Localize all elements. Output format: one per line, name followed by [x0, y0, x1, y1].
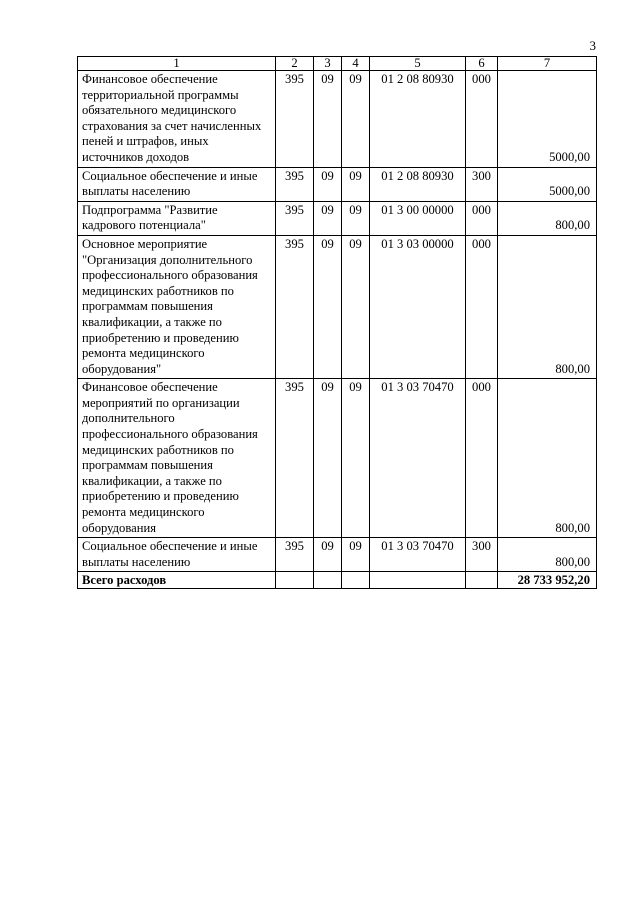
amount: 800,00 [498, 201, 597, 235]
admin-code: 395 [276, 71, 314, 168]
section-code: 09 [314, 538, 342, 572]
empty-cell [370, 572, 466, 589]
header-cell: 2 [276, 57, 314, 71]
target-code: 01 3 00 00000 [370, 201, 466, 235]
subsection-code: 09 [342, 167, 370, 201]
target-code: 01 3 03 00000 [370, 235, 466, 378]
amount: 5000,00 [498, 167, 597, 201]
expense-type-code: 000 [466, 235, 498, 378]
section-code: 09 [314, 167, 342, 201]
admin-code: 395 [276, 235, 314, 378]
total-label: Всего расходов [78, 572, 276, 589]
page-number: 3 [589, 38, 596, 53]
amount: 5000,00 [498, 71, 597, 168]
amount: 800,00 [498, 379, 597, 538]
header-cell: 1 [78, 57, 276, 71]
target-code: 01 3 03 70470 [370, 538, 466, 572]
total-row [78, 572, 597, 589]
budget-table [77, 56, 597, 589]
subsection-code: 09 [342, 538, 370, 572]
expense-type-code: 000 [466, 201, 498, 235]
subsection-code: 09 [342, 201, 370, 235]
expense-type-code: 000 [466, 379, 498, 538]
table-row [78, 235, 597, 378]
empty-cell [342, 572, 370, 589]
section-code: 09 [314, 379, 342, 538]
header-cell: 7 [498, 57, 597, 71]
subsection-code: 09 [342, 235, 370, 378]
header-cell: 4 [342, 57, 370, 71]
expense-type-code: 300 [466, 167, 498, 201]
empty-cell [466, 572, 498, 589]
target-code: 01 2 08 80930 [370, 167, 466, 201]
admin-code: 395 [276, 538, 314, 572]
subsection-code: 09 [342, 379, 370, 538]
expense-type-code: 300 [466, 538, 498, 572]
subsection-code: 09 [342, 71, 370, 168]
header-cell: 3 [314, 57, 342, 71]
expense-name: Финансовое обеспечение мероприятий по организации дополнительного профессионального образования медицинских работников по программам повышения квалификации, а также по приобретению и проведению ремонта медицинского оборудования [78, 379, 276, 538]
table-row [78, 71, 597, 168]
section-code: 09 [314, 71, 342, 168]
section-code: 09 [314, 201, 342, 235]
target-code: 01 2 08 80930 [370, 71, 466, 168]
empty-cell [276, 572, 314, 589]
amount: 800,00 [498, 235, 597, 378]
header-cell: 6 [466, 57, 498, 71]
expense-type-code: 000 [466, 71, 498, 168]
admin-code: 395 [276, 167, 314, 201]
total-amount: 28 733 952,20 [498, 572, 597, 589]
target-code: 01 3 03 70470 [370, 379, 466, 538]
admin-code: 395 [276, 379, 314, 538]
header-cell: 5 [370, 57, 466, 71]
table-row [78, 538, 597, 572]
table-header-row [78, 57, 597, 71]
section-code: 09 [314, 235, 342, 378]
expense-name: Социальное обеспечение и иные выплаты населению [78, 167, 276, 201]
table-row [78, 379, 597, 538]
expense-name: Финансовое обеспечение территориальной программы обязательного медицинского страхования за счет начисленных пеней и штрафов, иных источников доходов [78, 71, 276, 168]
empty-cell [314, 572, 342, 589]
expense-name: Подпрограмма "Развитие кадрового потенциала" [78, 201, 276, 235]
admin-code: 395 [276, 201, 314, 235]
expense-name: Основное мероприятие "Организация дополнительного профессионального образования медицинских работников по программам повышения квалификации, а также по приобретению и проведению ремонта медицинского оборудования" [78, 235, 276, 378]
table-row [78, 201, 597, 235]
expense-name: Социальное обеспечение и иные выплаты населению [78, 538, 276, 572]
amount: 800,00 [498, 538, 597, 572]
table-row [78, 167, 597, 201]
